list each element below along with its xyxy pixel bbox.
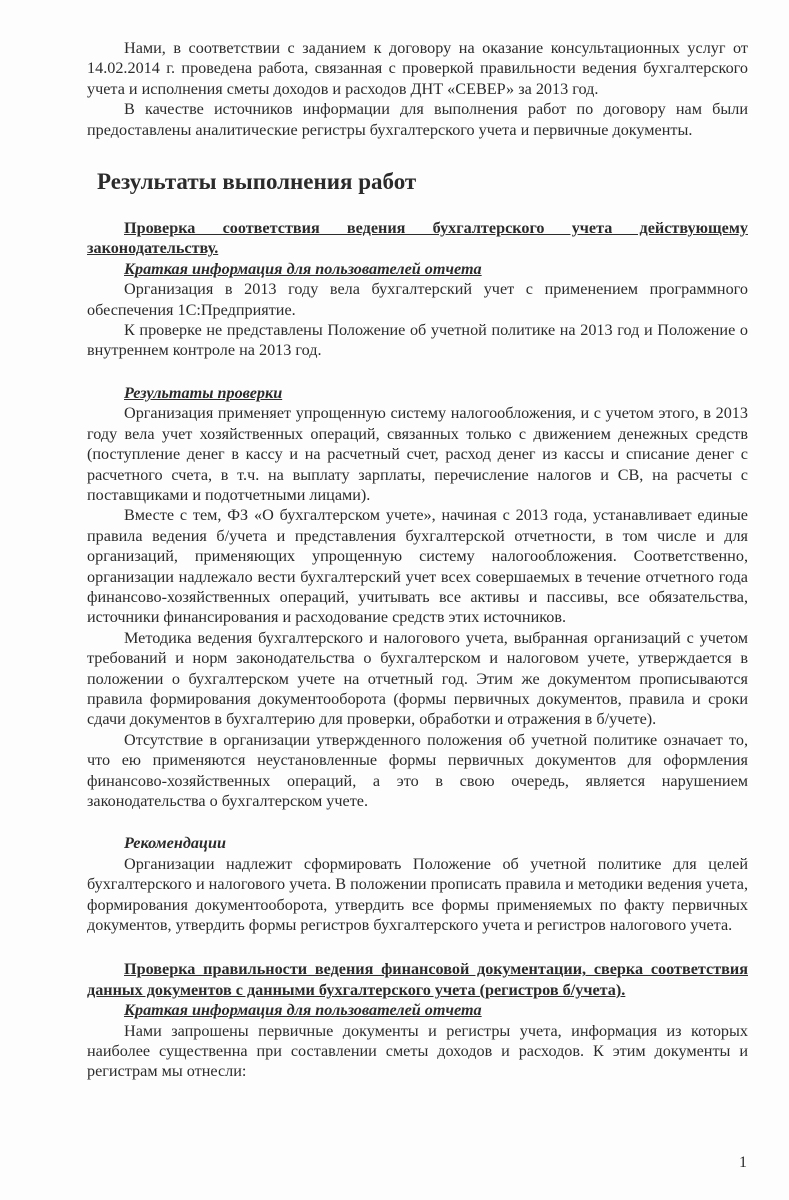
- section-1-summary-paragraph: К проверке не представлены Положение об учетной политике на 2013 год и Положение о внутреннем контроле на 2013 год.: [87, 321, 748, 360]
- section-1-results-paragraph: Отсутствие в организации утвержденного положения об учетной политике означает то, что ею применяются неустановленные формы первичных документов для оформления финансово-хозяйственных операций, а это в свою очередь, является нарушением законодательства о бухгалтерском учете.: [87, 730, 748, 810]
- intro-paragraph-2: В качестве источников информации для выполнения работ по договору нам были предоставлены аналитические регистры бухгалтерского учета и первичные документы.: [87, 100, 748, 139]
- section-1-recommendations-title-wrap: [87, 833, 748, 853]
- document-page: [87, 38, 748, 1082]
- section-2-title: Проверка правильности ведения финансовой документации, сверка соответствия данных документов с данными бухгалтерского учета (регистров б/учета).: [87, 960, 748, 999]
- section-1-summary-paragraph: Организация в 2013 году вела бухгалтерский учет с применением программного обеспечения 1С:Предприятие.: [87, 280, 748, 319]
- section-1-results-title-wrap: [87, 383, 748, 403]
- section-2-summary-paragraph: Нами запрошены первичные документы и регистры учета, информация из которых наиболее существенна при составлении сметы доходов и расходов. К этим документы и регистрам мы отнесли:: [87, 1021, 748, 1081]
- page-number: 1: [739, 1154, 747, 1171]
- section-2-summary-title: Краткая информация для пользователей отчета: [124, 1001, 482, 1020]
- section-1-recommendations-paragraph: Организации надлежит сформировать Положение об учетной политике для целей бухгалтерского и налогового учета. В положении прописать правила и методики ведения учета, формирования документооборота, утвердить все формы применяемых по факту первичных документов, утвердить формы регистров бухгалтерского учета и регистров налогового учета.: [87, 854, 748, 935]
- section-1-summary-title: Краткая информация для пользователей отчета: [124, 259, 482, 278]
- section-1-results-title: Результаты проверки: [124, 383, 283, 402]
- section-1-recommendations-title: Рекомендации: [124, 834, 226, 853]
- page-title: Результаты выполнения работ: [97, 169, 417, 195]
- section-2-summary-title-wrap: [87, 1000, 748, 1020]
- section-1-summary-title-wrap: [87, 259, 748, 279]
- section-1-results-paragraph: Организация применяет упрощенную систему налогообложения, и с учетом этого, в 2013 году вела учет хозяйственных операций, связанных только с движением денежных средств (поступление денег в кассу и на расчетный счет, расход денег из кассы и списание денег с расчетного счета, в т.ч. на выплату зарплаты, перечисление налогов и СВ, на расчеты с поставщиками и подотчетными лицами).: [87, 404, 748, 504]
- intro-paragraph-1: Нами, в соответствии с заданием к договору на оказание консультационных услуг от 14.02.2014 г. проведена работа, связанная с проверкой правильности ведения бухгалтерского учета и исполнения сметы доходов и расходов ДНТ «СЕВЕР» за 2013 год.: [87, 39, 748, 98]
- section-1-results-paragraph: Методика ведения бухгалтерского и налогового учета, выбранная организаций с учетом требований и норм законодательства о бухгалтерском и налоговом учете, утверждается в положении о бухгалтерском учете на отчетный год. Этим же документом прописываются правила формирования документооборота (формы первичных документов, правила и сроки сдачи документов в бухгалтерию для проверки, обработки и отражения в б/учете).: [87, 628, 748, 729]
- section-1-results-paragraph: Вместе с тем, ФЗ «О бухгалтерском учете», начиная с 2013 года, устанавливает единые правила ведения б/учета и представления бухгалтерской отчетности, в том числе и для организаций, применяющих упрощенную систему налогообложения. Соответственно, организации надлежало вести бухгалтерский учет всех совершаемых в течение отчетного года финансово-хозяйственных операций, учитывать все активы и пассивы, все обязательства, источники финансирования и расходование средств этих источников.: [87, 506, 748, 627]
- section-1-title: Проверка соответствия ведения бухгалтерского учета действующему законодательству.: [87, 219, 748, 258]
